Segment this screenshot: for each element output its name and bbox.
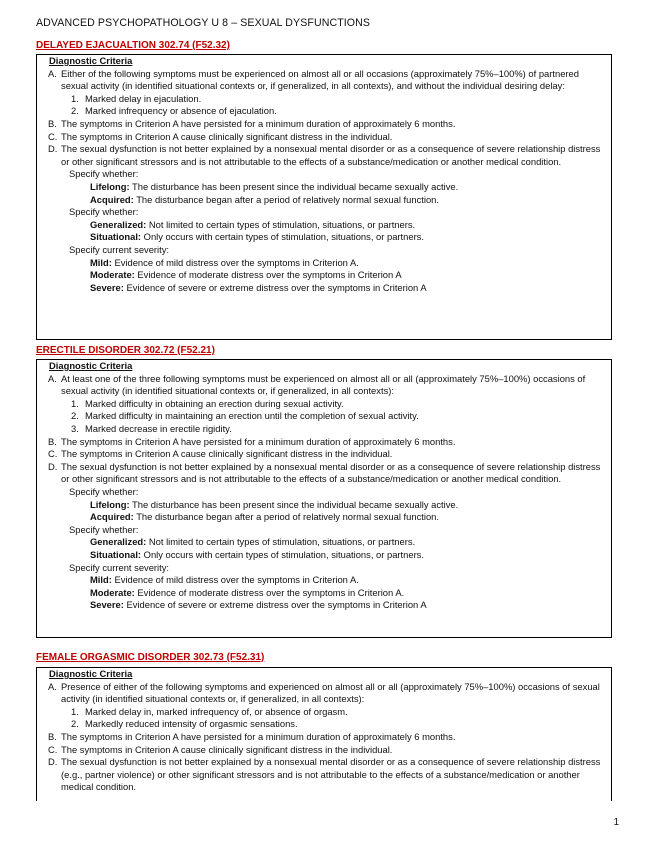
criterion-b: B. The symptoms in Criterion A have persisted for a minimum duration of approximately 6 months. (48, 435, 456, 447)
severity-heading: Specify current severity: (69, 243, 170, 255)
criterion-marker: A. (48, 67, 57, 79)
specifier-acquired: Acquired: The disturbance began after a period of relatively normal sexual function. (90, 511, 439, 523)
specifier-generalized: Generalized: Not limited to certain types of stimulation, situations, or partners. (90, 218, 416, 230)
criteria-heading: Diagnostic Criteria (49, 360, 133, 371)
criteria-heading: Diagnostic Criteria (49, 668, 133, 679)
specifier-heading: Specify whether: (69, 168, 139, 180)
specifier-lifelong: Lifelong: The disturbance has been present since the individual became sexually active. (90, 498, 459, 510)
criteria-heading: Diagnostic Criteria (49, 55, 133, 66)
criteria-box-erectile-disorder (36, 359, 612, 638)
specifier-heading: Specify whether: (69, 485, 139, 497)
severity-severe: Severe: Evidence of severe or extreme distress over the symptoms in Criterion A (90, 599, 427, 611)
criterion-b: B. The symptoms in Criterion A have persisted for a minimum duration of approximately 6 months. (48, 730, 456, 742)
criterion-d: D. The sexual dysfunction is not better explained by a nonsexual mental disorder or as a consequence of severe relationship distress or other significant stressors and is not attributable to the effects of a substance/medication or another medical condition. (48, 143, 601, 167)
criterion-subitem: 2. Marked difficulty in maintaining an erection until the completion of sexual activity. (71, 410, 419, 422)
criterion-d: D. The sexual dysfunction is not better explained by a nonsexual mental disorder or as a consequence of severe relationship distress (e.g., partner violence) or other significant stressors and is not attributable to the effects of a substance/medication or another medical condition. (48, 756, 601, 793)
criteria-box-female-orgasmic-disorder (36, 667, 612, 801)
severity-moderate: Moderate: Evidence of moderate distress over the symptoms in Criterion A (90, 269, 402, 281)
criterion-a: A. Presence of either of the following symptoms and experienced on almost all or all (approximately 75%–100%) occasions of sexual activity (in identified situational contexts or, if generalized, in all contexts): (48, 680, 600, 705)
specifier-heading: Specify whether: (69, 523, 139, 535)
specifier-acquired: Acquired: The disturbance began after a period of relatively normal sexual function. (90, 193, 439, 205)
severity-heading: Specify current severity: (69, 561, 170, 573)
criterion-subitem: 2. Marked infrequency or absence of ejaculation. (71, 105, 277, 117)
page-header: ADVANCED PSYCHOPATHOLOGY U 8 – SEXUAL DYSFUNCTIONS (36, 17, 371, 29)
criterion-a: A. At least one of the three following symptoms must be experienced on almost all or all (approximately 75%–100%) occasions of sexual activity (in identified situational contexts or, if generalized, in all contexts): (48, 372, 586, 397)
page-number: 1 (613, 817, 619, 828)
criterion-d: D. The sexual dysfunction is not better explained by a nonsexual mental disorder or as a consequence of severe relationship distress or other significant stressors and is not attributable to the effects of a substance/medication or another medical condition. (48, 460, 601, 485)
severity-moderate: Moderate: Evidence of moderate distress over the symptoms in Criterion A. (90, 586, 405, 598)
section-title-delayed-ejaculation: DELAYED EJACUALTION 302.74 (F52.32) (36, 40, 230, 51)
criterion-subitem: 1. Marked delay in ejaculation. (71, 92, 202, 104)
specifier-generalized: Generalized: Not limited to certain types of stimulation, situations, or partners. (90, 536, 416, 548)
specifier-heading: Specify whether: (69, 206, 139, 218)
criterion-subitem: 2. Markedly reduced intensity of orgasmic sensations. (71, 718, 298, 730)
severity-mild: Mild: Evidence of mild distress over the symptoms in Criterion A. (90, 574, 359, 586)
criterion-subitem: 3. Marked decrease in erectile rigidity. (71, 422, 232, 434)
specifier-situational: Situational: Only occurs with certain types of stimulation, situations, or partners. (90, 548, 424, 560)
specifier-lifelong: Lifelong: The disturbance has been present since the individual became sexually active. (90, 180, 459, 192)
severity-mild: Mild: Evidence of mild distress over the symptoms in Criterion A. (90, 256, 359, 268)
criterion-subitem: 1. Marked delay in, marked infrequency of, or absence of orgasm. (71, 705, 348, 717)
section-title-female-orgasmic-disorder: FEMALE ORGASMIC DISORDER 302.73 (F52.31) (36, 652, 265, 663)
criterion-text: Either of the following symptoms must be experienced on almost all or all occasions (approximately 75%–100%) of partnered sexual activity (in identified situational contexts or, if generalized, in all contexts), and without the individual desiring delay: (61, 67, 579, 92)
criterion-c: C. The symptoms in Criterion A cause clinically significant distress in the individual. (48, 130, 393, 142)
criterion-c: C. The symptoms in Criterion A cause clinically significant distress in the individual. (48, 448, 393, 460)
criteria-box-delayed-ejaculation (36, 54, 612, 340)
criterion-a (37, 68, 611, 93)
criterion-b: B. The symptoms in Criterion A have persisted for a minimum duration of approximately 6 months. (48, 117, 456, 129)
criterion-subitem: 1. Marked difficulty in obtaining an erection during sexual activity. (71, 397, 344, 409)
specifier-situational: Situational: Only occurs with certain types of stimulation, situations, or partners. (90, 231, 424, 243)
criterion-c: C. The symptoms in Criterion A cause clinically significant distress in the individual. (48, 743, 393, 755)
section-title-erectile-disorder: ERECTILE DISORDER 302.72 (F52.21) (36, 345, 215, 356)
severity-severe: Severe: Evidence of severe or extreme distress over the symptoms in Criterion A (90, 281, 427, 293)
